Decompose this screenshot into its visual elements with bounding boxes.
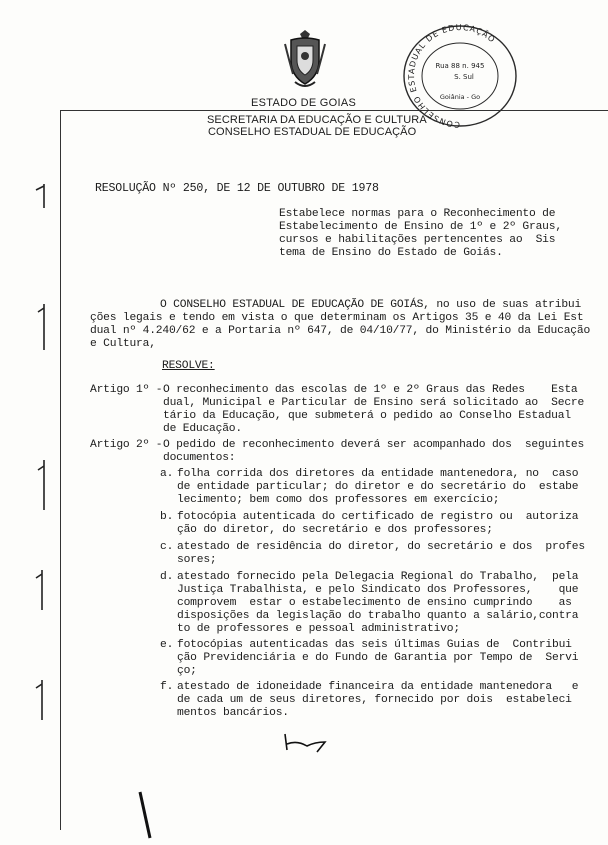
ementa-line-4: tema de Ensino do Estado de Goiás. <box>279 247 503 259</box>
article-1-label: Artigo 1º - <box>90 384 163 396</box>
item-a-line-1: folha corrida dos diretores da entidade mantenedora, no caso <box>177 468 579 480</box>
preamble-line-2: ções legais e tendo em vista o que determinam os Artigos 35 e 40 da Lei Est <box>90 312 584 324</box>
item-f-line-3: mentos bancários. <box>177 707 289 719</box>
resolution-title: RESOLUÇÃO Nº 250, DE 12 DE OUTUBRO DE 1978 <box>95 182 379 195</box>
stamp-line-1: Rua 88 n. 945 <box>435 62 485 70</box>
article-1-line-2: dual, Municipal e Particular de Ensino será solicitado ao Secre <box>163 397 585 409</box>
ementa-line-2: Estabelecimento de Ensino de 1º e 2º Graus, <box>279 221 562 233</box>
stamp-line-2: S. Sul <box>454 73 474 81</box>
article-2-label: Artigo 2º - <box>90 439 163 451</box>
preamble-line-1: O CONSELHO ESTADUAL DE EDUCAÇÃO DE GOIÁS, no uso de suas atribui <box>160 299 582 311</box>
ementa-line-1: Estabelece normas para o Reconhecimento de <box>279 208 556 220</box>
item-a-letter: a. <box>160 468 174 480</box>
handwritten-initials <box>283 732 333 754</box>
item-a-line-3: lecimento; bem como dos professores em exercício; <box>177 494 500 506</box>
frame-top-rule <box>60 110 608 111</box>
item-d-line-3: comprovem estar o estabelecimento de ensino cumprindo as <box>177 597 572 609</box>
council-stamp <box>400 22 520 130</box>
state-name: ESTADO DE GOIAS <box>251 97 357 109</box>
item-d-line-4: disposições da legislação do trabalho quanto a salário,contra <box>177 610 579 622</box>
item-e-letter: e. <box>160 639 174 651</box>
item-d-letter: d. <box>160 571 174 583</box>
bottom-pen-stroke <box>138 790 154 840</box>
item-f-line-2: de cada um de seus diretores, fornecido por dois estabeleci <box>177 694 572 706</box>
item-c-line-2: sores; <box>177 554 217 566</box>
item-f-line-1: atestado de idoneidade financeira da entidade mantenedora e <box>177 681 579 693</box>
article-1-line-4: de Educação. <box>163 423 242 435</box>
item-c-line-1: atestado de residência do diretor, do secretário e dos profes <box>177 541 585 553</box>
item-b-letter: b. <box>160 511 174 523</box>
preamble-line-3: dual nº 4.240/62 e a Portaria nº 647, de 04/10/77, do Ministério da Educação <box>90 325 591 337</box>
article-2-line-2: documentos: <box>163 452 236 464</box>
council-name: CONSELHO ESTADUAL DE EDUCAÇÃO <box>208 126 417 138</box>
item-c-letter: c. <box>160 541 174 553</box>
secretariat-name: SECRETARIA DA EDUCAÇÃO E CULTURA <box>207 114 427 126</box>
item-d-line-2: Justiça Trabalhista, e pelo Sindicato dos Professores, que <box>177 584 579 596</box>
goias-coat-of-arms-icon <box>283 30 327 92</box>
item-b-line-2: ção do diretor, do secretário e dos professores; <box>177 524 493 536</box>
item-e-line-2: ção Previdenciária e do Fundo de Garantia por Tempo de Servi <box>177 652 579 664</box>
stamp-line-3: Goiânia - Go <box>439 93 481 101</box>
stamp-ring-text: CONSELHO ESTADUAL DE EDUCAÇÃO <box>407 22 498 130</box>
item-e-line-1: fotocópias autenticadas das seis últimas Guias de Contribui <box>177 639 572 651</box>
preamble-line-4: e Cultura, <box>90 338 156 350</box>
item-e-line-3: ço; <box>177 665 197 677</box>
resolve-heading: RESOLVE: <box>162 360 215 372</box>
article-2-line-1: O pedido de reconhecimento deverá ser acompanhado dos seguintes <box>163 439 585 451</box>
ementa-line-3: cursos e habilitações pertencentes ao Sis <box>279 234 556 246</box>
svg-text:CONSELHO ESTADUAL DE EDUCAÇÃO <box>407 23 497 129</box>
frame-left-rule <box>60 110 61 830</box>
item-b-line-1: fotocópia autenticada do certificado de registro ou autoriza <box>177 511 579 523</box>
item-a-line-2: de entidade particular; do diretor e do secretário do estabe <box>177 481 579 493</box>
article-1-line-3: tário da Educação, que submeterá o pedido ao Conselho Estadual <box>163 410 571 422</box>
item-d-line-5: to de professores e pessoal administrativo; <box>177 623 460 635</box>
article-1-line-1: O reconhecimento das escolas de 1º e 2º Graus das Redes Esta <box>163 384 578 396</box>
item-f-letter: f. <box>160 681 174 693</box>
item-d-line-1: atestado fornecido pela Delegacia Regional do Trabalho, pela <box>177 571 579 583</box>
margin-marks <box>30 180 50 740</box>
